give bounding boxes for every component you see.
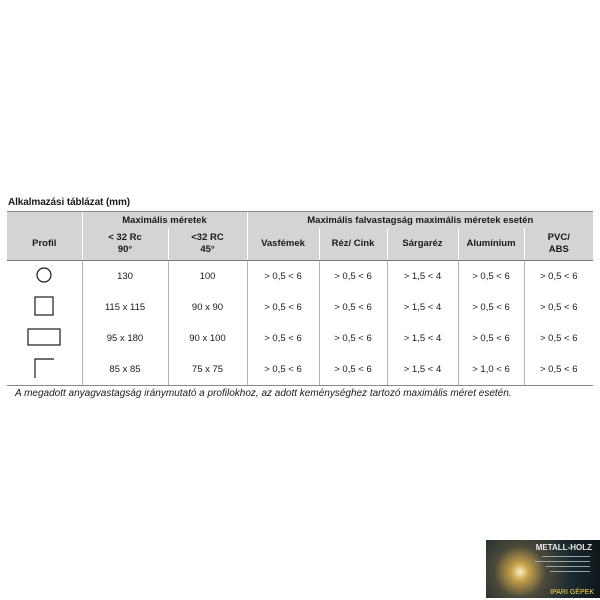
header-max-dims: Maximális méretek bbox=[82, 212, 247, 229]
angle-icon bbox=[7, 354, 82, 386]
cell-steel: > 0,5 < 6 bbox=[247, 292, 319, 323]
cell-brass: > 1,5 < 4 bbox=[387, 292, 458, 323]
cell-45: 75 x 75 bbox=[168, 354, 247, 386]
cell-45: 100 bbox=[168, 261, 247, 293]
cell-90: 85 x 85 bbox=[82, 354, 168, 386]
table-row bbox=[7, 261, 593, 293]
cell-aluminium: > 0,5 < 6 bbox=[458, 261, 524, 293]
logo-tag: IPARI GÉPEK bbox=[550, 589, 594, 596]
table-row bbox=[7, 323, 593, 354]
cell-pvc: > 0,5 < 6 bbox=[524, 261, 593, 293]
logo-line bbox=[550, 571, 590, 572]
header-45: <32 RC 45° bbox=[168, 228, 247, 261]
cell-copper: > 0,5 < 6 bbox=[319, 354, 387, 386]
cell-brass: > 1,5 < 4 bbox=[387, 261, 458, 293]
application-table bbox=[7, 211, 593, 386]
cell-aluminium: > 1,0 < 6 bbox=[458, 354, 524, 386]
rectangle-icon bbox=[7, 323, 82, 354]
header-profile: Profil bbox=[7, 228, 82, 261]
header-brass: Sárgaréz bbox=[387, 228, 458, 261]
cell-steel: > 0,5 < 6 bbox=[247, 261, 319, 293]
logo-line bbox=[542, 556, 590, 557]
cell-pvc: > 0,5 < 6 bbox=[524, 323, 593, 354]
cell-copper: > 0,5 < 6 bbox=[319, 323, 387, 354]
table-row bbox=[7, 354, 593, 386]
footnote: A megadott anyagvastagság iránymutató a profilokhoz, az adott keménységhez tartozó maximális méret esetén. bbox=[15, 388, 512, 399]
cell-brass: > 1,5 < 4 bbox=[387, 354, 458, 386]
header-aluminium: Alumínium bbox=[458, 228, 524, 261]
cell-copper: > 0,5 < 6 bbox=[319, 292, 387, 323]
cell-steel: > 0,5 < 6 bbox=[247, 354, 319, 386]
header-wall-thickness: Maximális falvastagság maximális méretek esetén bbox=[247, 212, 593, 229]
cell-45: 90 x 90 bbox=[168, 292, 247, 323]
header-steel: Vasfémek bbox=[247, 228, 319, 261]
cell-steel: > 0,5 < 6 bbox=[247, 323, 319, 354]
table-row bbox=[7, 292, 593, 323]
cell-pvc: > 0,5 < 6 bbox=[524, 292, 593, 323]
square-icon bbox=[7, 292, 82, 323]
header-copper: Réz/ Cink bbox=[319, 228, 387, 261]
cell-brass: > 1,5 < 4 bbox=[387, 323, 458, 354]
logo-line bbox=[534, 561, 590, 562]
cell-aluminium: > 0,5 < 6 bbox=[458, 323, 524, 354]
table-title: Alkalmazási táblázat (mm) bbox=[8, 197, 130, 208]
cell-aluminium: > 0,5 < 6 bbox=[458, 292, 524, 323]
circle-icon bbox=[7, 261, 82, 293]
header-pvc: PVC/ ABS bbox=[524, 228, 593, 261]
cell-45: 90 x 100 bbox=[168, 323, 247, 354]
logo-line bbox=[546, 566, 590, 567]
cell-pvc: > 0,5 < 6 bbox=[524, 354, 593, 386]
cell-90: 95 x 180 bbox=[82, 323, 168, 354]
header-blank bbox=[7, 212, 82, 229]
cell-90: 130 bbox=[82, 261, 168, 293]
cell-90: 115 x 115 bbox=[82, 292, 168, 323]
watermark-logo bbox=[486, 540, 600, 598]
header-90: < 32 Rc 90° bbox=[82, 228, 168, 261]
logo-brand: METALL-HOLZ bbox=[535, 543, 592, 552]
cell-copper: > 0,5 < 6 bbox=[319, 261, 387, 293]
